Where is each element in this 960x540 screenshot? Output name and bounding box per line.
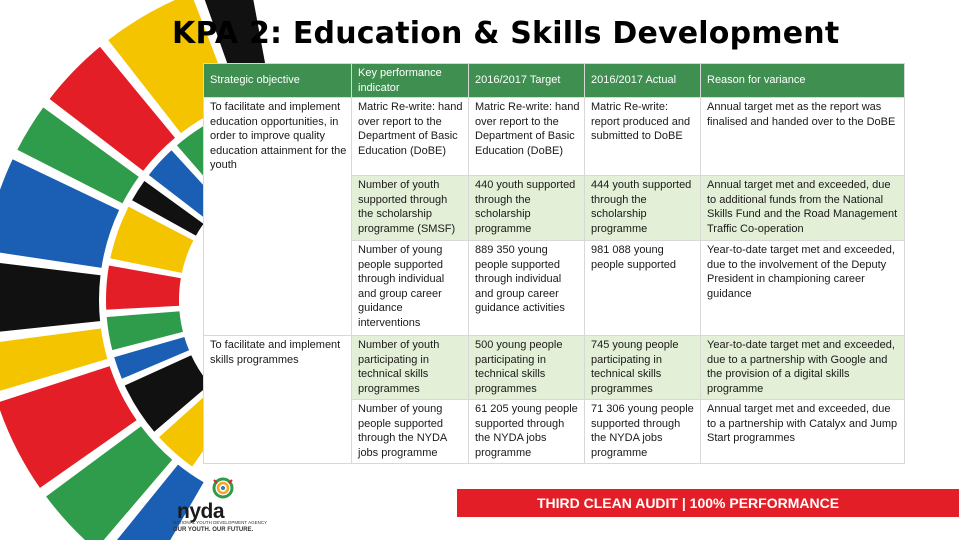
reason-cell: Annual target met and exceeded, due to a partnership with Catalyx and Jump Start programmes — [701, 400, 905, 464]
header-strategic-objective: Strategic objective — [204, 64, 352, 98]
actual-cell: 745 young people participating in technical skills programmes — [585, 336, 701, 400]
header-reason: Reason for variance — [701, 64, 905, 98]
reason-cell: Annual target met and exceeded, due to additional funds from the National Skills Fund and the Road Management Traffic Co-operation — [701, 176, 905, 241]
nyda-emblem-icon — [203, 476, 243, 502]
objective-cell: To facilitate and implement education opportunities, in order to improve quality education attainment for the youth — [204, 98, 352, 336]
reason-cell: Annual target met as the report was finalised and handed over to the DoBE — [701, 98, 905, 176]
nyda-tagline: OUR YOUTH. OUR FUTURE. — [173, 527, 254, 533]
nyda-subtitle: NATIONAL YOUTH DEVELOPMENT AGENCY — [173, 520, 268, 525]
header-actual: 2016/2017 Actual — [585, 64, 701, 98]
target-cell: 889 350 young people supported through individual and group career guidance activities — [469, 241, 585, 336]
actual-cell: 981 088 young people supported — [585, 241, 701, 336]
reason-cell: Year-to-date target met and exceeded, due to the involvement of the Deputy President in championing career guidance — [701, 241, 905, 336]
header-kpi: Key performance indicator — [352, 64, 469, 98]
kpa-table — [203, 63, 905, 464]
kpa-table-container — [203, 63, 904, 461]
nyda-wordmark: nyda — [177, 500, 225, 523]
kpi-cell: Number of youth participating in technical skills programmes — [352, 336, 469, 400]
table-row — [204, 336, 905, 400]
table-header-row — [204, 64, 905, 98]
kpi-cell: Matric Re-write: hand over report to the Department of Basic Education (DoBE) — [352, 98, 469, 176]
decorative-segment — [0, 260, 102, 335]
objective-cell: To facilitate and implement skills programmes — [204, 336, 352, 464]
table-row — [204, 98, 905, 176]
kpi-cell: Number of youth supported through the scholarship programme (SMSF) — [352, 176, 469, 241]
actual-cell: Matric Re-write: report produced and submitted to DoBE — [585, 98, 701, 176]
target-cell: Matric Re-write: hand over report to the Department of Basic Education (DoBE) — [469, 98, 585, 176]
target-cell: 440 youth supported through the scholarship programme — [469, 176, 585, 241]
nyda-logo — [173, 476, 283, 538]
header-target: 2016/2017 Target — [469, 64, 585, 98]
audit-banner: THIRD CLEAN AUDIT | 100% PERFORMANCE — [457, 489, 959, 517]
actual-cell: 444 youth supported through the scholarship programme — [585, 176, 701, 241]
slide-title: KPA 2: Education & Skills Development — [172, 16, 840, 51]
actual-cell: 71 306 young people supported through the NYDA jobs programme — [585, 400, 701, 464]
kpi-cell: Number of young people supported through individual and group career guidance interventions — [352, 241, 469, 336]
target-cell: 61 205 young people supported through the NYDA jobs programme — [469, 400, 585, 464]
reason-cell: Year-to-date target met and exceeded, due to a partnership with Google and the provision of a digital skills programme — [701, 336, 905, 400]
target-cell: 500 young people participating in technical skills programmes — [469, 336, 585, 400]
kpi-cell: Number of young people supported through the NYDA jobs programme — [352, 400, 469, 464]
